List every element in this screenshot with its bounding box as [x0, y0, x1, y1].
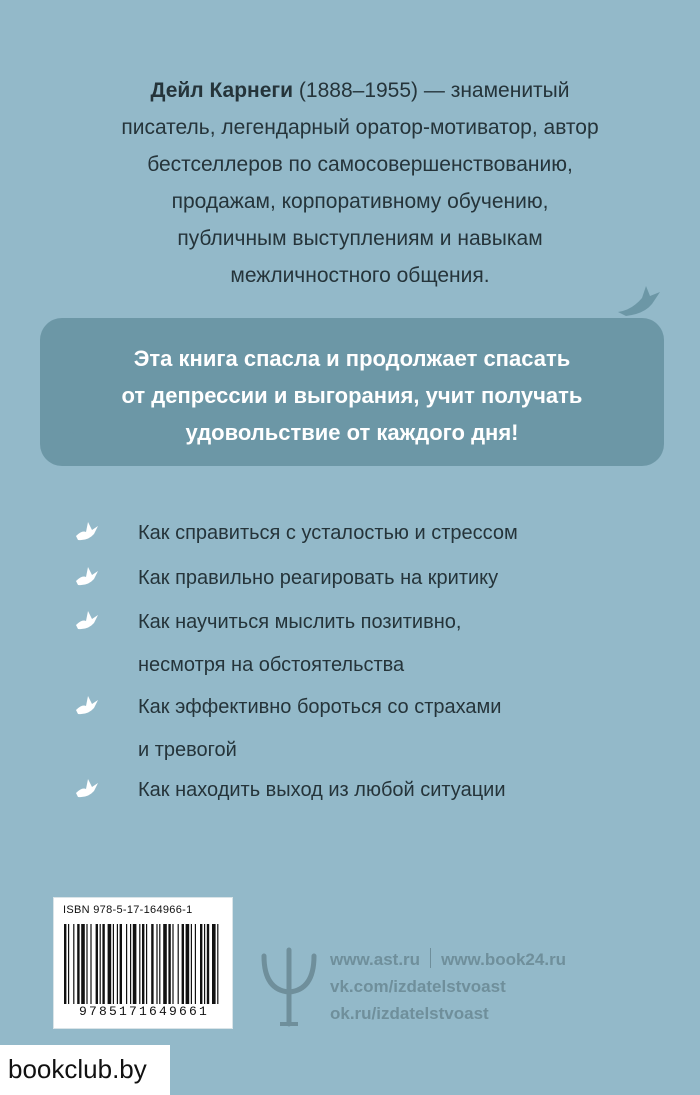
- author-blurb: [80, 72, 640, 294]
- publisher-links: [330, 946, 566, 1027]
- barcode-bar: [100, 924, 101, 1004]
- quote-line-1: Эта книга спасла и продолжает спасать: [133, 346, 571, 371]
- barcode-bar: [96, 924, 98, 1004]
- barcode-bar: [77, 924, 79, 1004]
- quote-line-2: от депрессии и выгорания, учит получать: [121, 383, 583, 408]
- author-blurb-line-5: публичным выступлениям и навыкам: [177, 227, 543, 250]
- barcode: [54, 898, 232, 1028]
- bird-bullet-icon: [74, 520, 100, 542]
- topic-text: Как научиться мыслить позитивно, несмотря на обстоятельства: [138, 611, 462, 676]
- barcode-bar: [120, 924, 122, 1004]
- link-vk[interactable]: vk.com/izdatelstvoast: [330, 977, 506, 996]
- barcode-bar: [168, 924, 170, 1004]
- barcode-bar: [182, 924, 184, 1004]
- author-blurb-line-3: бестселлеров по самосовершенствованию,: [147, 153, 573, 176]
- barcode-bar: [172, 924, 173, 1004]
- author-blurb-line-2: писатель, легендарный оратор-мотиватор, автор: [121, 116, 599, 139]
- link-ast[interactable]: www.ast.ru: [330, 950, 421, 969]
- barcode-digits: 9785171649661: [78, 1004, 210, 1019]
- barcode-bar: [102, 924, 104, 1004]
- barcode-bar: [86, 924, 87, 1004]
- bird-bullet-icon: [74, 777, 100, 799]
- barcode-bar: [156, 924, 157, 1004]
- topic-text: Как находить выход из любой ситуации: [138, 779, 506, 801]
- barcode-bar: [81, 924, 85, 1004]
- barcode-bar: [212, 924, 216, 1004]
- bird-left-icon: [40, 404, 82, 440]
- barcode-bar: [146, 924, 147, 1004]
- barcode-bar: [151, 924, 153, 1004]
- barcode-bar: [64, 924, 66, 1004]
- topic-text: Как правильно реагировать на критику: [138, 567, 499, 589]
- barcode-bar: [73, 924, 74, 1004]
- barcode-bars: [62, 924, 224, 1006]
- barcode-bar: [68, 924, 69, 1004]
- link-ok[interactable]: ok.ru/izdatelstvoast: [330, 1004, 489, 1023]
- author-blurb-line-6: межличностного общения.: [230, 264, 490, 287]
- author-name: Дейл Карнеги: [150, 79, 294, 102]
- barcode-bar: [200, 924, 202, 1004]
- barcode-bar: [113, 924, 114, 1004]
- publisher-psi-logo-icon: [258, 946, 320, 1028]
- author-dates: (1888–1955) — знаменитый: [293, 79, 570, 102]
- link-separator: [430, 948, 431, 968]
- barcode-bar: [207, 924, 209, 1004]
- bird-bullet-icon: [74, 565, 100, 587]
- barcode-bar: [130, 924, 131, 1004]
- quote-box: [40, 318, 664, 466]
- barcode-bar: [90, 924, 91, 1004]
- watermark: [0, 1045, 170, 1095]
- barcode-bar: [186, 924, 190, 1004]
- barcode-bar: [142, 924, 144, 1004]
- barcode-bar: [178, 924, 179, 1004]
- barcode-bar: [204, 924, 205, 1004]
- barcode-bar: [195, 924, 196, 1004]
- barcode-bar: [191, 924, 192, 1004]
- quote-line-3: удовольствие от каждого дня!: [185, 420, 519, 445]
- author-blurb-line-4: продажам, корпоративному обучению,: [171, 190, 549, 213]
- barcode-bar: [159, 924, 160, 1004]
- quote-text: [40, 340, 664, 451]
- topic-text: Как справиться с усталостью и стрессом: [138, 522, 518, 544]
- bird-bullet-icon: [74, 694, 100, 716]
- bird-bullet-icon: [74, 609, 100, 631]
- barcode-bar: [217, 924, 218, 1004]
- barcode-bar: [163, 924, 167, 1004]
- barcode-bar: [117, 924, 118, 1004]
- barcode-bar: [133, 924, 137, 1004]
- isbn-label: ISBN 978-5-17-164966-1: [63, 904, 193, 916]
- topic-text: Как эффективно бороться со страхами и тревогой: [138, 696, 502, 761]
- barcode-bar: [108, 924, 112, 1004]
- barcode-bar: [126, 924, 127, 1004]
- bird-top-right-icon: [612, 282, 664, 322]
- watermark-text: bookclub.by: [8, 1054, 147, 1084]
- link-book24[interactable]: www.book24.ru: [441, 950, 567, 969]
- barcode-bar: [139, 924, 140, 1004]
